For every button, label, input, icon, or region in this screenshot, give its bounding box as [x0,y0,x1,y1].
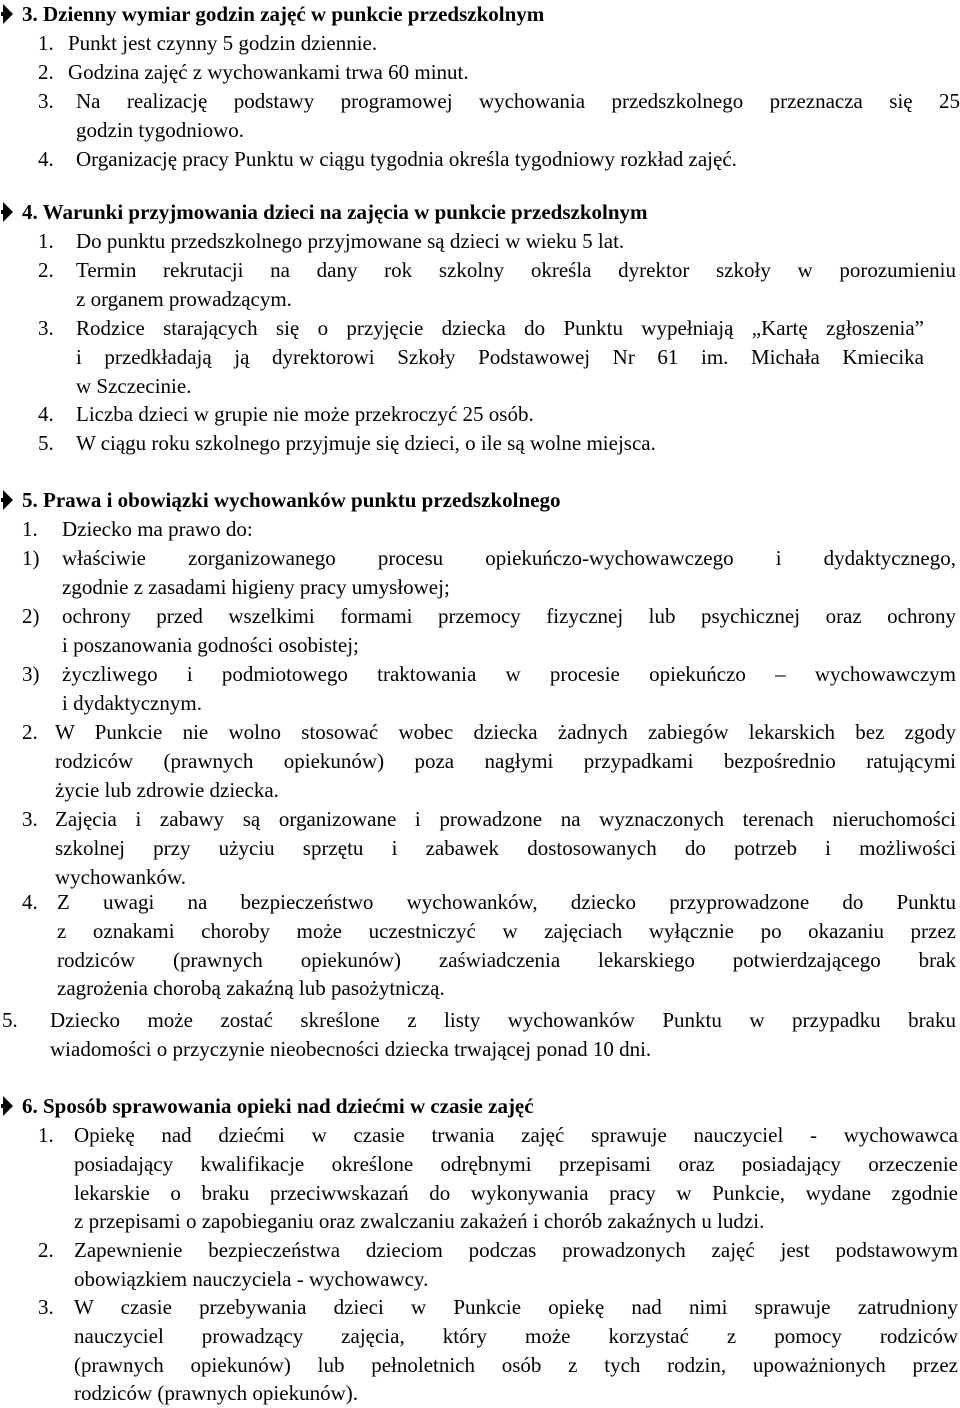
arrow-bullet-icon [1,1092,15,1120]
section-title: 6. Sposób sprawowania opieki nad dziećmi w czasie zajęć [22,1094,534,1118]
arrow-bullet-icon [1,198,15,226]
arrow-bullet-icon [1,486,15,514]
section-title: 4. Warunki przyjmowania dzieci na zajęcia w punkcie przedszkolnym [22,200,648,224]
section-title: 3. Dzienny wymiar godzin zajęć w punkcie przedszkolnym [22,2,545,26]
arrow-bullet-icon [1,0,15,28]
section-title: 5. Prawa i obowiązki wychowanków punktu przedszkolnego [22,488,561,512]
